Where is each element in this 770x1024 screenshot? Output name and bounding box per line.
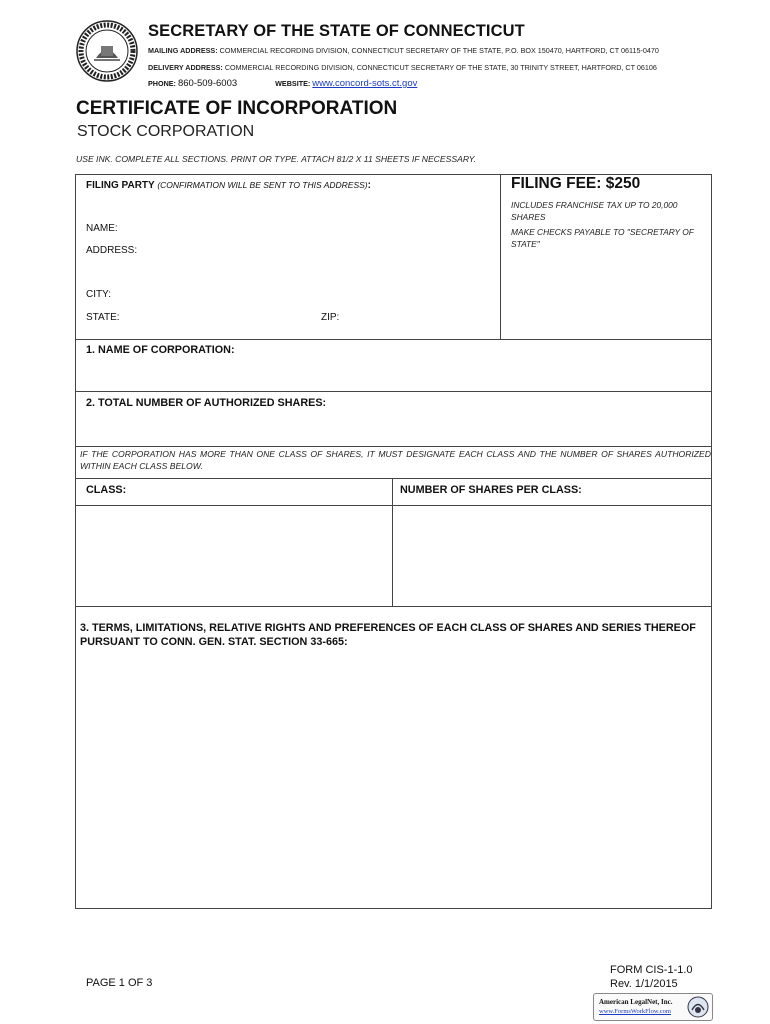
form-subtitle: STOCK CORPORATION [77, 123, 255, 140]
publisher-logo-icon [687, 996, 709, 1018]
form-instructions: USE INK. COMPLETE ALL SECTIONS. PRINT OR TYPE. ATTACH 81/2 X 11 SHEETS IF NECESSARY. [76, 154, 477, 164]
publisher-url[interactable]: www.FormsWorkFlow.com [599, 1008, 671, 1015]
city-field-label: CITY: [86, 289, 112, 300]
check-payable-note: MAKE CHECKS PAYABLE TO "SECRETARY OF STATE" [511, 227, 694, 249]
page-number: PAGE 1 OF 3 [86, 977, 153, 989]
section-2-label: 2. TOTAL NUMBER OF AUTHORIZED SHARES: [86, 397, 327, 409]
shares-column-header: NUMBER OF SHARES PER CLASS: [400, 484, 582, 496]
filing-party-label: FILING PARTY (CONFIRMATION WILL BE SENT TO THIS ADDRESS): [86, 180, 371, 191]
address-field-label: ADDRESS: [86, 245, 138, 256]
publisher-name: American LegalNet, Inc. [599, 998, 673, 1006]
class-designation-note: IF THE CORPORATION HAS MORE THAN ONE CLASS OF SHARES, IT MUST DESIGNATE EACH CLASS AND THE NUMBER OF SHARES AUTHORIZED WITHIN EACH CLASS BELOW. [80, 449, 711, 471]
class-column-header: CLASS: [86, 484, 127, 496]
delivery-address: DELIVERY ADDRESS: COMMERCIAL RECORDING DIVISION, CONNECTICUT SECRETARY OF THE STATE, 30 TRINITY STREET, HARTFORD, CT 06106 [148, 63, 657, 72]
section-3-label: 3. TERMS, LIMITATIONS, RELATIVE RIGHTS AND PREFERENCES OF EACH CLASS OF SHARES AND SERIES THEREOF PURSUANT TO CONN. GEN. STAT. SECTION 33-665: [80, 622, 696, 648]
state-field-label: STATE: [86, 312, 120, 323]
divider [75, 606, 712, 607]
website-link[interactable]: www.concord-sots.ct.gov [312, 78, 418, 89]
divider [500, 174, 501, 340]
divider [392, 478, 393, 606]
section-1-label: 1. NAME OF CORPORATION: [86, 344, 235, 356]
franchise-tax-note: INCLUDES FRANCHISE TAX UP TO 20,000 SHARES [511, 200, 678, 222]
divider [75, 505, 712, 506]
divider [75, 478, 712, 479]
mailing-address: MAILING ADDRESS: COMMERCIAL RECORDING DIVISION, CONNECTICUT SECRETARY OF THE STATE, P.O. BOX 150470, HARTFORD, CT 06115-0470 [148, 46, 659, 55]
filing-fee-title: FILING FEE: $250 [511, 175, 641, 192]
divider [75, 446, 712, 447]
phone-number: 860-509-6003 [177, 78, 238, 89]
contact-row: PHONE: 860-509-6003 WEBSITE: www.concord-sots.ct.gov [148, 78, 418, 89]
divider [75, 339, 712, 340]
state-seal-icon [76, 20, 138, 82]
form-frame [75, 174, 712, 909]
name-field-label: NAME: [86, 223, 118, 234]
divider [75, 391, 712, 392]
publisher-badge[interactable] [593, 993, 713, 1021]
zip-field-label: ZIP: [321, 312, 340, 323]
form-title: CERTIFICATE OF INCORPORATION [76, 98, 398, 119]
form-number: FORM CIS-1-1.0 Rev. 1/1/2015 [610, 964, 693, 990]
agency-title: SECRETARY OF THE STATE OF CONNECTICUT [148, 22, 525, 40]
